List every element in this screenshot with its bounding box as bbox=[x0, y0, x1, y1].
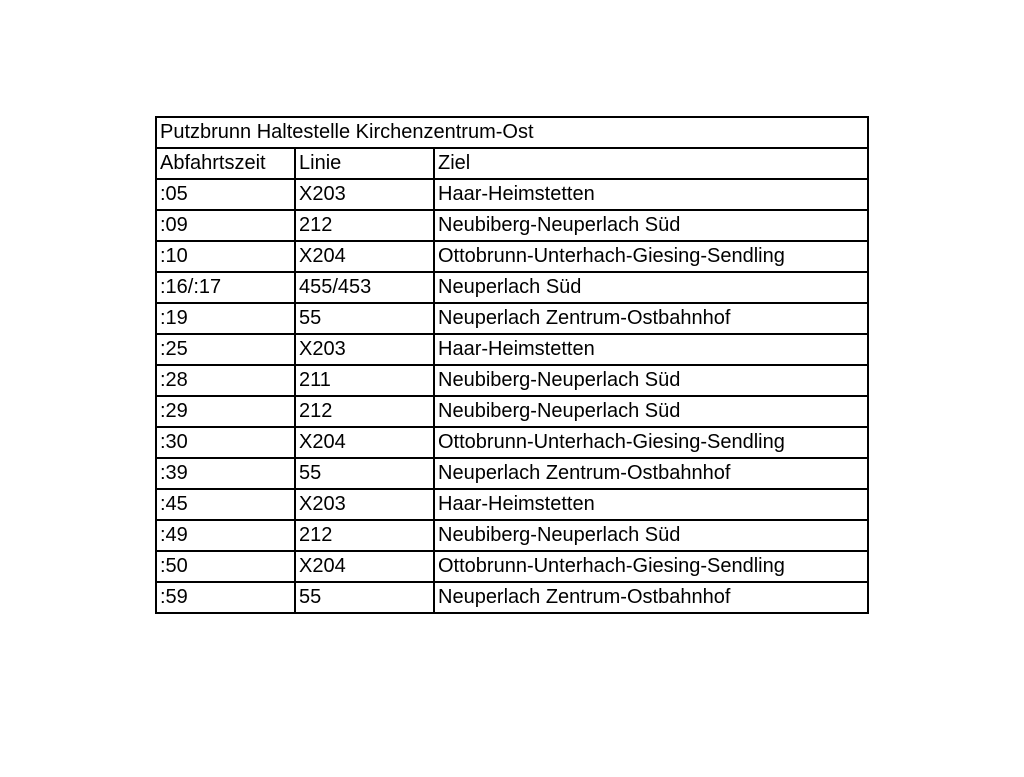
destination-cell: Neubiberg-Neuperlach Süd bbox=[434, 396, 868, 427]
timetable bbox=[155, 116, 869, 614]
destination-cell: Neuperlach Zentrum-Ostbahnhof bbox=[434, 458, 868, 489]
departure-time-cell: :09 bbox=[156, 210, 295, 241]
line-cell: X204 bbox=[295, 427, 434, 458]
departure-time-cell: :50 bbox=[156, 551, 295, 582]
line-cell: X204 bbox=[295, 551, 434, 582]
header-line: Linie bbox=[295, 148, 434, 179]
table-row bbox=[156, 396, 868, 427]
header-destination: Ziel bbox=[434, 148, 868, 179]
line-cell: 55 bbox=[295, 458, 434, 489]
destination-cell: Neubiberg-Neuperlach Süd bbox=[434, 210, 868, 241]
table-row bbox=[156, 334, 868, 365]
departure-time-cell: :29 bbox=[156, 396, 295, 427]
line-cell: 212 bbox=[295, 396, 434, 427]
departure-time-cell: :59 bbox=[156, 582, 295, 613]
table-title: Putzbrunn Haltestelle Kirchenzentrum-Ost bbox=[156, 117, 868, 148]
table-row bbox=[156, 427, 868, 458]
destination-cell: Neubiberg-Neuperlach Süd bbox=[434, 520, 868, 551]
departure-time-cell: :10 bbox=[156, 241, 295, 272]
destination-cell: Haar-Heimstetten bbox=[434, 334, 868, 365]
table-row bbox=[156, 303, 868, 334]
destination-cell: Ottobrunn-Unterhach-Giesing-Sendling bbox=[434, 551, 868, 582]
departure-time-cell: :19 bbox=[156, 303, 295, 334]
destination-cell: Neuperlach Süd bbox=[434, 272, 868, 303]
line-cell: X203 bbox=[295, 489, 434, 520]
line-cell: 455/453 bbox=[295, 272, 434, 303]
title-row bbox=[156, 117, 868, 148]
destination-cell: Neuperlach Zentrum-Ostbahnhof bbox=[434, 582, 868, 613]
table-row bbox=[156, 520, 868, 551]
line-cell: X203 bbox=[295, 179, 434, 210]
line-cell: X203 bbox=[295, 334, 434, 365]
line-cell: 55 bbox=[295, 582, 434, 613]
destination-cell: Ottobrunn-Unterhach-Giesing-Sendling bbox=[434, 427, 868, 458]
header-departure-time: Abfahrtszeit bbox=[156, 148, 295, 179]
header-row bbox=[156, 148, 868, 179]
table-row bbox=[156, 582, 868, 613]
destination-cell: Neubiberg-Neuperlach Süd bbox=[434, 365, 868, 396]
table-row bbox=[156, 272, 868, 303]
table-row bbox=[156, 551, 868, 582]
line-cell: 55 bbox=[295, 303, 434, 334]
destination-cell: Haar-Heimstetten bbox=[434, 179, 868, 210]
table-row bbox=[156, 489, 868, 520]
departure-time-cell: :16/:17 bbox=[156, 272, 295, 303]
line-cell: X204 bbox=[295, 241, 434, 272]
departure-time-cell: :05 bbox=[156, 179, 295, 210]
table-row bbox=[156, 365, 868, 396]
table-row bbox=[156, 241, 868, 272]
line-cell: 212 bbox=[295, 210, 434, 241]
departure-time-cell: :45 bbox=[156, 489, 295, 520]
timetable-body bbox=[156, 117, 868, 613]
line-cell: 211 bbox=[295, 365, 434, 396]
destination-cell: Haar-Heimstetten bbox=[434, 489, 868, 520]
departure-time-cell: :28 bbox=[156, 365, 295, 396]
table-row bbox=[156, 179, 868, 210]
departure-time-cell: :25 bbox=[156, 334, 295, 365]
line-cell: 212 bbox=[295, 520, 434, 551]
table-row bbox=[156, 458, 868, 489]
destination-cell: Neuperlach Zentrum-Ostbahnhof bbox=[434, 303, 868, 334]
departure-time-cell: :49 bbox=[156, 520, 295, 551]
departure-time-cell: :39 bbox=[156, 458, 295, 489]
departure-time-cell: :30 bbox=[156, 427, 295, 458]
table-row bbox=[156, 210, 868, 241]
destination-cell: Ottobrunn-Unterhach-Giesing-Sendling bbox=[434, 241, 868, 272]
